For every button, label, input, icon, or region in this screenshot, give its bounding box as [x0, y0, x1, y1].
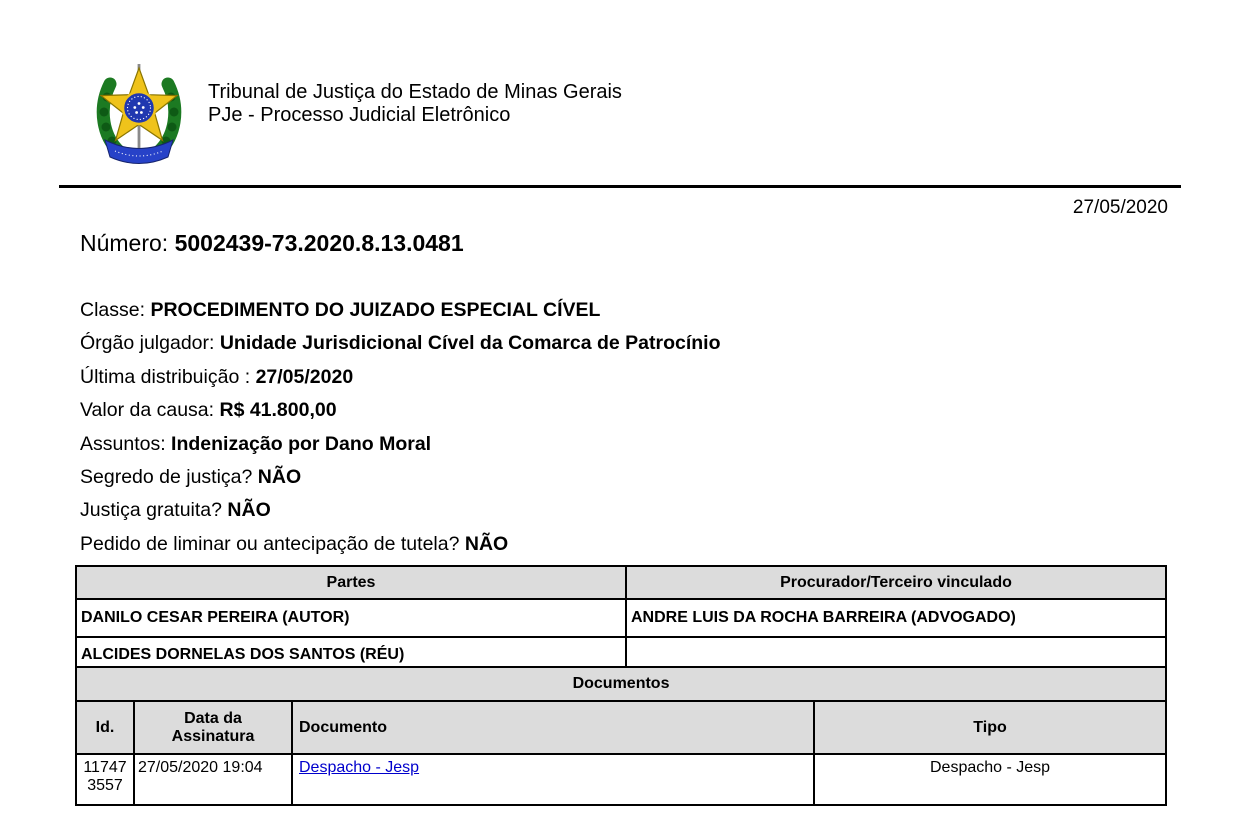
parte-cell: DANILO CESAR PEREIRA (AUTOR)	[76, 599, 626, 637]
court-name: Tribunal de Justiça do Estado de Minas Gerais	[208, 81, 622, 103]
process-number-label: Número:	[80, 230, 175, 256]
signature-date-cell: 27/05/2020 19:04	[134, 754, 292, 805]
document-type-cell: Despacho - Jesp	[814, 754, 1166, 805]
parte-cell: ALCIDES DORNELAS DOS SANTOS (RÉU)	[76, 637, 626, 673]
process-number-line	[80, 230, 464, 257]
header-divider	[59, 185, 1181, 188]
system-name: PJe - Processo Judicial Eletrônico	[208, 103, 511, 126]
document-row	[76, 754, 1166, 805]
print-date: 27/05/2020	[1072, 197, 1168, 218]
document-link[interactable]: Despacho - Jesp	[299, 759, 420, 776]
partes-table	[75, 565, 1167, 674]
parte-row	[76, 599, 1166, 637]
detail-classe: Classe: PROCEDIMENTO DO JUIZADO ESPECIAL CÍVEL	[80, 299, 601, 321]
detail-assuntos: Assuntos: Indenização por Dano Moral	[80, 432, 432, 455]
id-column-header: Id.	[76, 701, 134, 754]
documentos-title: Documentos	[76, 667, 1166, 701]
document-cell	[292, 754, 814, 805]
brazil-coat-of-arms-icon	[95, 64, 183, 175]
process-number-value: 5002439-73.2020.8.13.0481	[174, 230, 464, 256]
detail-ultima-distribuicao: Última distribuição : 27/05/2020	[80, 365, 354, 388]
process-details	[80, 294, 720, 561]
detail-orgao-julgador: Órgão julgador: Unidade Jurisdicional Cível da Comarca de Patrocínio	[80, 332, 721, 355]
detail-justica-gratuita: Justiça gratuita? NÃO	[80, 499, 271, 522]
header-title-block	[208, 81, 622, 126]
procurador-header: Procurador/Terceiro vinculado	[626, 566, 1166, 599]
documentos-table	[75, 666, 1167, 806]
procurador-cell: ANDRE LUIS DA ROCHA BARREIRA (ADVOGADO)	[626, 599, 1166, 637]
documento-column-header: Documento	[292, 701, 814, 754]
detail-segredo-justica: Segredo de justiça? NÃO	[80, 466, 302, 489]
detail-pedido-liminar: Pedido de liminar ou antecipação de tutela? NÃO	[80, 532, 509, 555]
data-assinatura-column-header: Data da Assinatura	[134, 701, 292, 754]
document-id-cell: 117473557	[76, 754, 134, 805]
tipo-column-header: Tipo	[814, 701, 1166, 754]
partes-header: Partes	[76, 566, 626, 599]
detail-valor-causa: Valor da causa: R$ 41.800,00	[80, 399, 337, 422]
